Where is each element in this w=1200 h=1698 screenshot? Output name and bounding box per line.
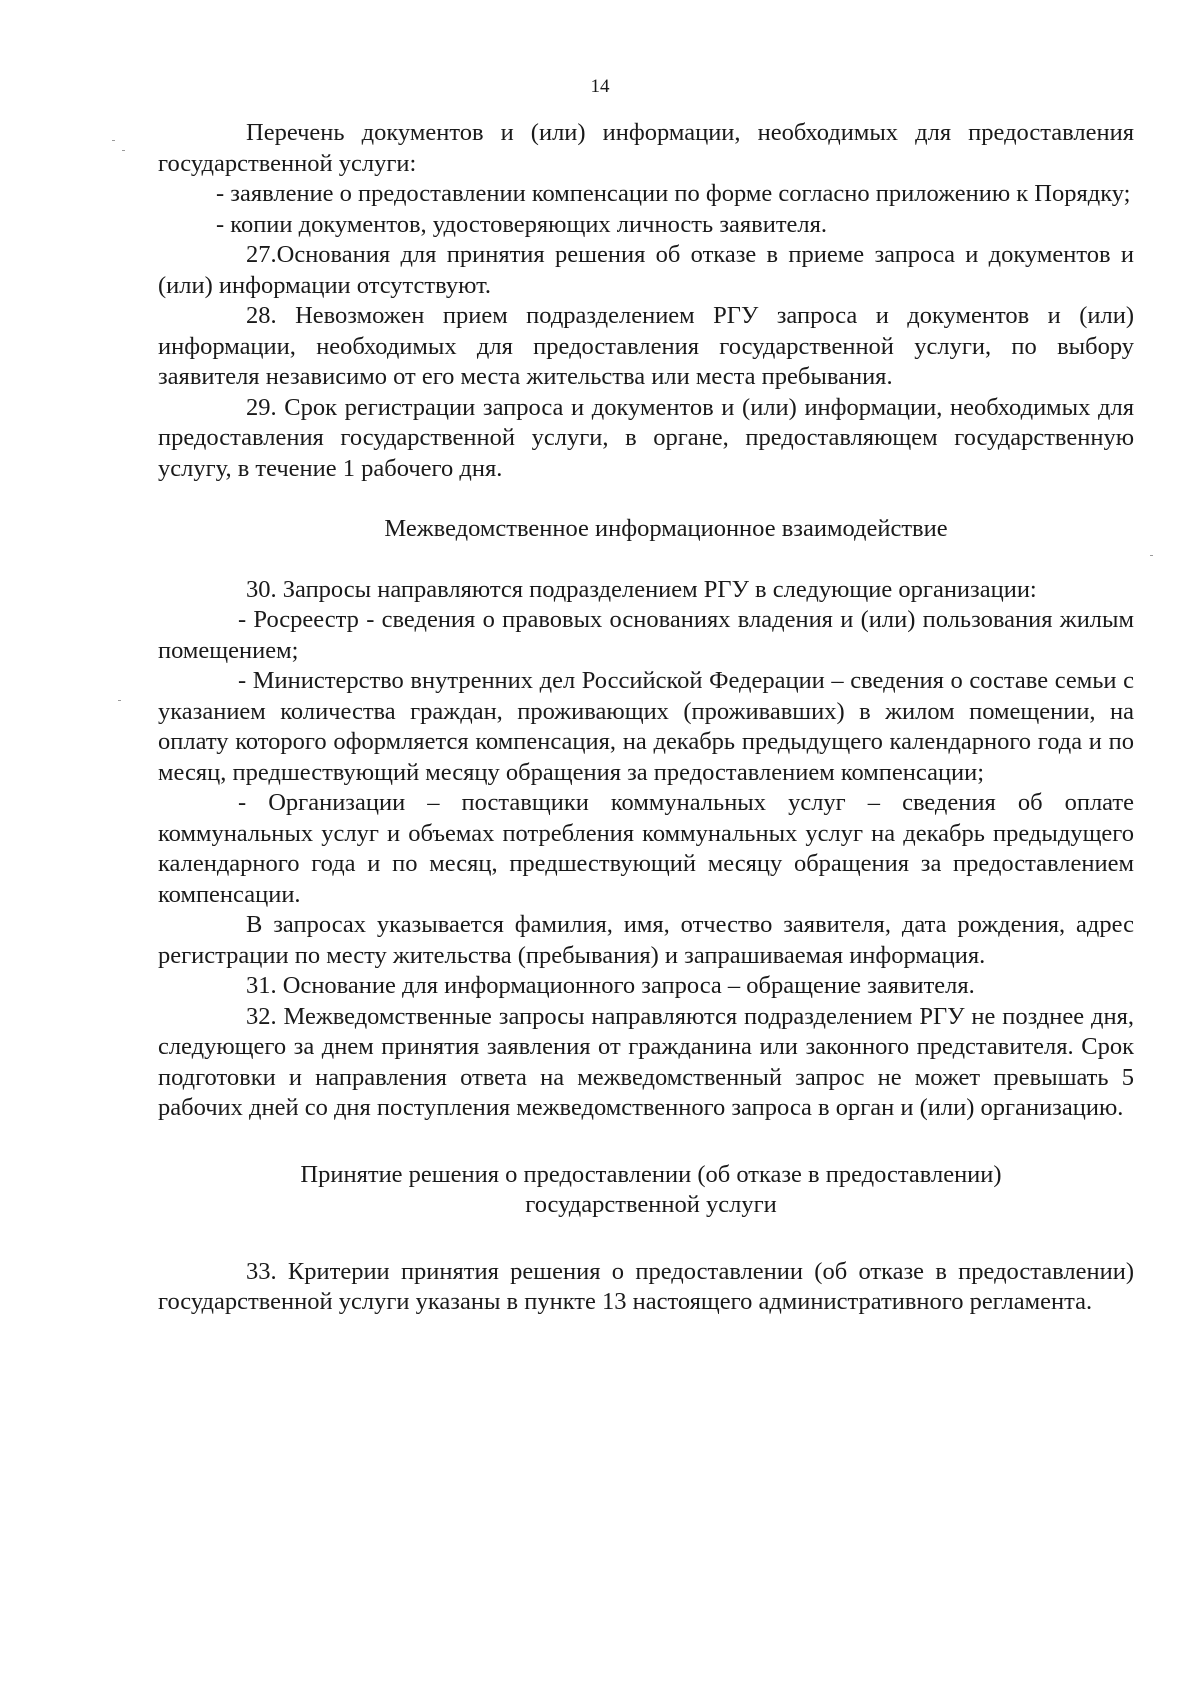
section-heading-interagency: Межведомственное информационное взаимодействие: [384, 515, 948, 542]
paragraph-documents-list-intro: Перечень документов и (или) информации, необходимых для предоставления государственной услуги:: [158, 119, 1134, 177]
paragraph-30: 30. Запросы направляются подразделением РГУ в следующие организации:: [246, 575, 1037, 603]
section-heading-decision: [158, 1160, 1134, 1221]
section-heading-decision-line-1: Принятие решения о предоставлении (об отказе в предоставлении): [300, 1160, 1002, 1188]
scan-speck: [118, 700, 121, 701]
list-item-rosreestr: - Росреестр - сведения о правовых основаниях владения и (или) пользования жилым помещением;: [158, 606, 1134, 664]
list-item-utility-providers: - Организации – поставщики коммунальных услуг – сведения об оплате коммунальных услуг и объемах потребления коммунальных услуг на декабрь предыдущего календарного года и по месяц, предшествующий месяцу обращения за предоставлением компенсации.: [158, 789, 1134, 908]
list-item-application: - заявление о предоставлении компенсации по форме согласно приложению к Порядку;: [216, 180, 1131, 207]
paragraph-32: 32. Межведомственные запросы направляются подразделением РГУ не позднее дня, следующего за днем принятия заявления от гражданина или законного представителя. Срок подготовки и направления ответа на межведомственный запрос не может превышать 5 рабочих дней со дня поступления межведомственного запроса в орган и (или) организацию.: [158, 1002, 1134, 1121]
paragraph-request-contents: В запросах указывается фамилия, имя, отчество заявителя, дата рождения, адрес регистрации по месту жительства (пребывания) и запрашиваемая информация.: [158, 911, 1134, 969]
section-heading-decision-line-2: государственной услуги: [525, 1191, 777, 1218]
paragraph-29: 29. Срок регистрации запроса и документов и (или) информации, необходимых для предоставления государственной услуги, в органе, предоставляющем государственную услугу, в течение 1 рабочего дня.: [158, 393, 1134, 482]
scan-speck: [122, 150, 125, 151]
document-body: [158, 118, 1134, 1318]
list-item-mvd: - Министерство внутренних дел Российской Федерации – сведения о составе семьи с указанием количества граждан, проживающих (проживавших) в жилом помещении, на оплату которого оформляется компенсация, на декабрь предыдущего календарного года и по месяц, предшествующий месяцу обращения за предоставлением компенсации;: [158, 667, 1134, 786]
paragraph-28: 28. Невозможен прием подразделением РГУ запроса и документов и (или) информации, необходимых для предоставления государственной услуги, по выбору заявителя независимо от его места жительства или места пребывания.: [158, 302, 1134, 390]
page-number: 14: [590, 76, 610, 97]
paragraph-27: 27.Основания для принятия решения об отказе в приеме запроса и документов и (или) информации отсутствуют.: [158, 241, 1134, 299]
paragraph-31: 31. Основание для информационного запроса – обращение заявителя.: [246, 972, 975, 999]
paragraph-33: 33. Критерии принятия решения о предоставлении (об отказе в предоставлении) государственной услуги указаны в пункте 13 настоящего административного регламента.: [158, 1257, 1134, 1315]
list-item-identity-copies: - копии документов, удостоверяющих личность заявителя.: [216, 210, 828, 238]
scan-speck: [1150, 555, 1153, 556]
scan-speck: [112, 140, 115, 141]
